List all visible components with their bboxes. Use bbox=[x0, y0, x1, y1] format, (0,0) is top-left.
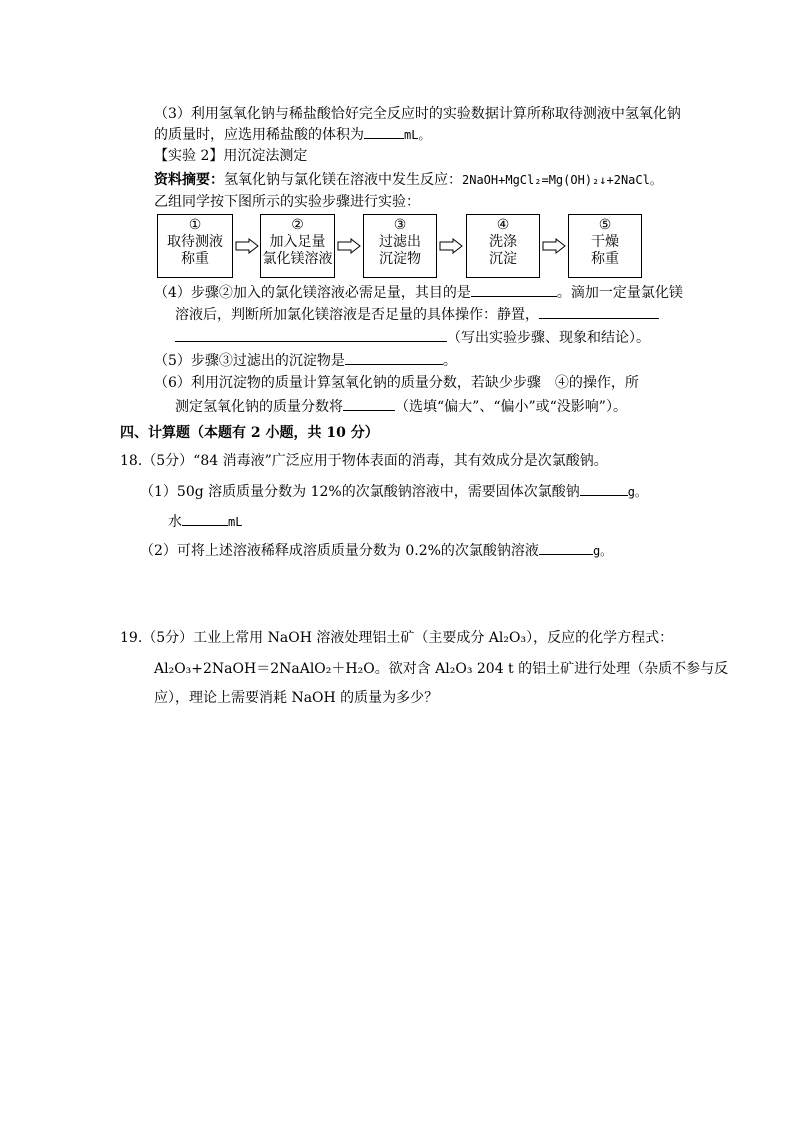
arrow-right-icon bbox=[542, 238, 566, 254]
step-5-box bbox=[568, 214, 642, 278]
step-3-box bbox=[363, 214, 437, 278]
q4-line3 bbox=[175, 327, 650, 348]
q18-part2-blank[interactable] bbox=[539, 540, 593, 555]
q6-line2-tail: （选填“偏大”、“偏小”或“没影响”）。 bbox=[395, 399, 627, 415]
q5-line bbox=[154, 350, 457, 371]
exp2-intro: 乙组同学按下图所示的实验步骤进行实验： bbox=[154, 194, 420, 210]
step-line1: 干燥 bbox=[591, 234, 619, 250]
step-1-box bbox=[157, 214, 233, 278]
step-line1: 过滤出 bbox=[379, 234, 421, 250]
q4-line2 bbox=[175, 304, 659, 325]
abstract-equation: 2NaOH+MgCl₂=Mg(OH)₂↓+2NaCl。 bbox=[462, 173, 662, 187]
exp2-abstract bbox=[154, 170, 662, 190]
q18-part1 bbox=[140, 481, 647, 502]
q5-tail: 。 bbox=[442, 353, 457, 369]
q19-line1: 19.（5分）工业上常用 NaOH 溶液处理铝土矿（主要成分 Al₂O₃），反应的化学方程式： bbox=[120, 630, 674, 646]
q4-operation-blank-1[interactable] bbox=[539, 304, 659, 319]
section4-title: 四、计算题（本题有 2 小题，共 10 分） bbox=[120, 425, 379, 441]
q4-line1-tail: 。滴加一定量氯化镁 bbox=[556, 285, 683, 301]
q4-line1-text: （4）步骤②加入的氯化镁溶液必需足量，其目的是 bbox=[154, 285, 471, 301]
step-line1: 取待测液 bbox=[167, 234, 223, 250]
exp2-title: 【实验 2】用沉淀法测定 bbox=[154, 148, 308, 164]
q5-answer-blank[interactable] bbox=[345, 350, 443, 365]
q18-part1b-text: 水 bbox=[168, 514, 182, 530]
step-num: ② bbox=[291, 217, 304, 233]
q4-line3-text: （写出实验步骤、现象和结论）。 bbox=[447, 330, 650, 346]
q6-line2-text: 测定氢氧化钠的质量分数将 bbox=[175, 399, 343, 415]
q6-line2 bbox=[175, 396, 627, 417]
q19-line3: 应），理论上需要消耗 NaOH 的质量为多少？ bbox=[154, 690, 439, 706]
step-num: ④ bbox=[496, 217, 510, 233]
q3-answer-blank[interactable] bbox=[364, 124, 404, 139]
step-line2: 沉淀 bbox=[489, 251, 517, 267]
q3-line1: （3）利用氢氧化钠与稀盐酸恰好完全反应时的实验数据计算所称取待测液中氢氧化钠 bbox=[154, 106, 681, 122]
q6-answer-blank[interactable] bbox=[343, 396, 395, 411]
q18-part2 bbox=[140, 540, 612, 561]
q18-part1-blank[interactable] bbox=[580, 481, 628, 496]
q18-part1-unit: g。 bbox=[627, 485, 647, 499]
q3-line2-unit: mL。 bbox=[404, 128, 431, 142]
q3-line2-text: 的质量时，应选用稀盐酸的体积为 bbox=[154, 127, 364, 143]
step-line1: 洗涤 bbox=[489, 234, 517, 250]
abstract-label: 资料摘要： bbox=[154, 172, 224, 188]
arrow-right-icon bbox=[235, 238, 259, 254]
q18-stem: 18.（5分）“84 消毒液”广泛应用于物体表面的消毒，其有效成分是次氯酸钠。 bbox=[120, 453, 608, 469]
q4-line2-text: 溶液后，判断所加氯化镁溶液是否足量的具体操作：静置， bbox=[175, 307, 539, 323]
step-num: ③ bbox=[393, 217, 407, 233]
q4-operation-blank-2[interactable] bbox=[175, 327, 447, 342]
q4-purpose-blank[interactable] bbox=[471, 282, 557, 297]
q19-line2: Al₂O₃+2NaOH＝2NaAlO₂＋H₂O。欲对含 Al₂O₃ 204 t 的铝土矿进行处理（杂质不参与反 bbox=[154, 661, 729, 677]
q18-part2-unit: g。 bbox=[592, 544, 613, 558]
step-line2: 称重 bbox=[181, 251, 209, 267]
arrow-right-icon bbox=[439, 238, 463, 254]
q5-text: （5）步骤③过滤出的沉淀物是 bbox=[154, 353, 345, 369]
step-line1: 加入足量 bbox=[269, 234, 326, 250]
q18-part1-text: （1）50g 溶质质量分数为 12%的次氯酸钠溶液中，需要固体次氯酸钠 bbox=[140, 484, 580, 500]
q6-line1: （6）利用沉淀物的质量计算氢氧化钠的质量分数，若缺少步骤 ④的操作，所 bbox=[154, 375, 639, 391]
step-4-box bbox=[466, 214, 540, 278]
q18-part2-text: （2）可将上述溶液稀释成溶质质量分数为 0.2%的次氯酸钠溶液 bbox=[140, 543, 539, 559]
step-line2: 沉淀物 bbox=[379, 251, 421, 267]
step-line2: 称重 bbox=[591, 251, 619, 267]
step-line2: 氯化镁溶液 bbox=[262, 251, 333, 267]
q3-line2 bbox=[154, 124, 430, 145]
step-num: ① bbox=[188, 217, 202, 233]
q18-part1b bbox=[168, 511, 242, 532]
q18-water-blank[interactable] bbox=[182, 511, 228, 526]
abstract-text: 氢氧化钠与氯化镁在溶液中发生反应： bbox=[224, 172, 462, 188]
q18-water-unit: mL bbox=[228, 515, 243, 529]
step-2-box bbox=[260, 214, 335, 278]
arrow-right-icon bbox=[337, 238, 361, 254]
q4-line1 bbox=[154, 282, 683, 303]
step-num: ⑤ bbox=[598, 217, 612, 233]
